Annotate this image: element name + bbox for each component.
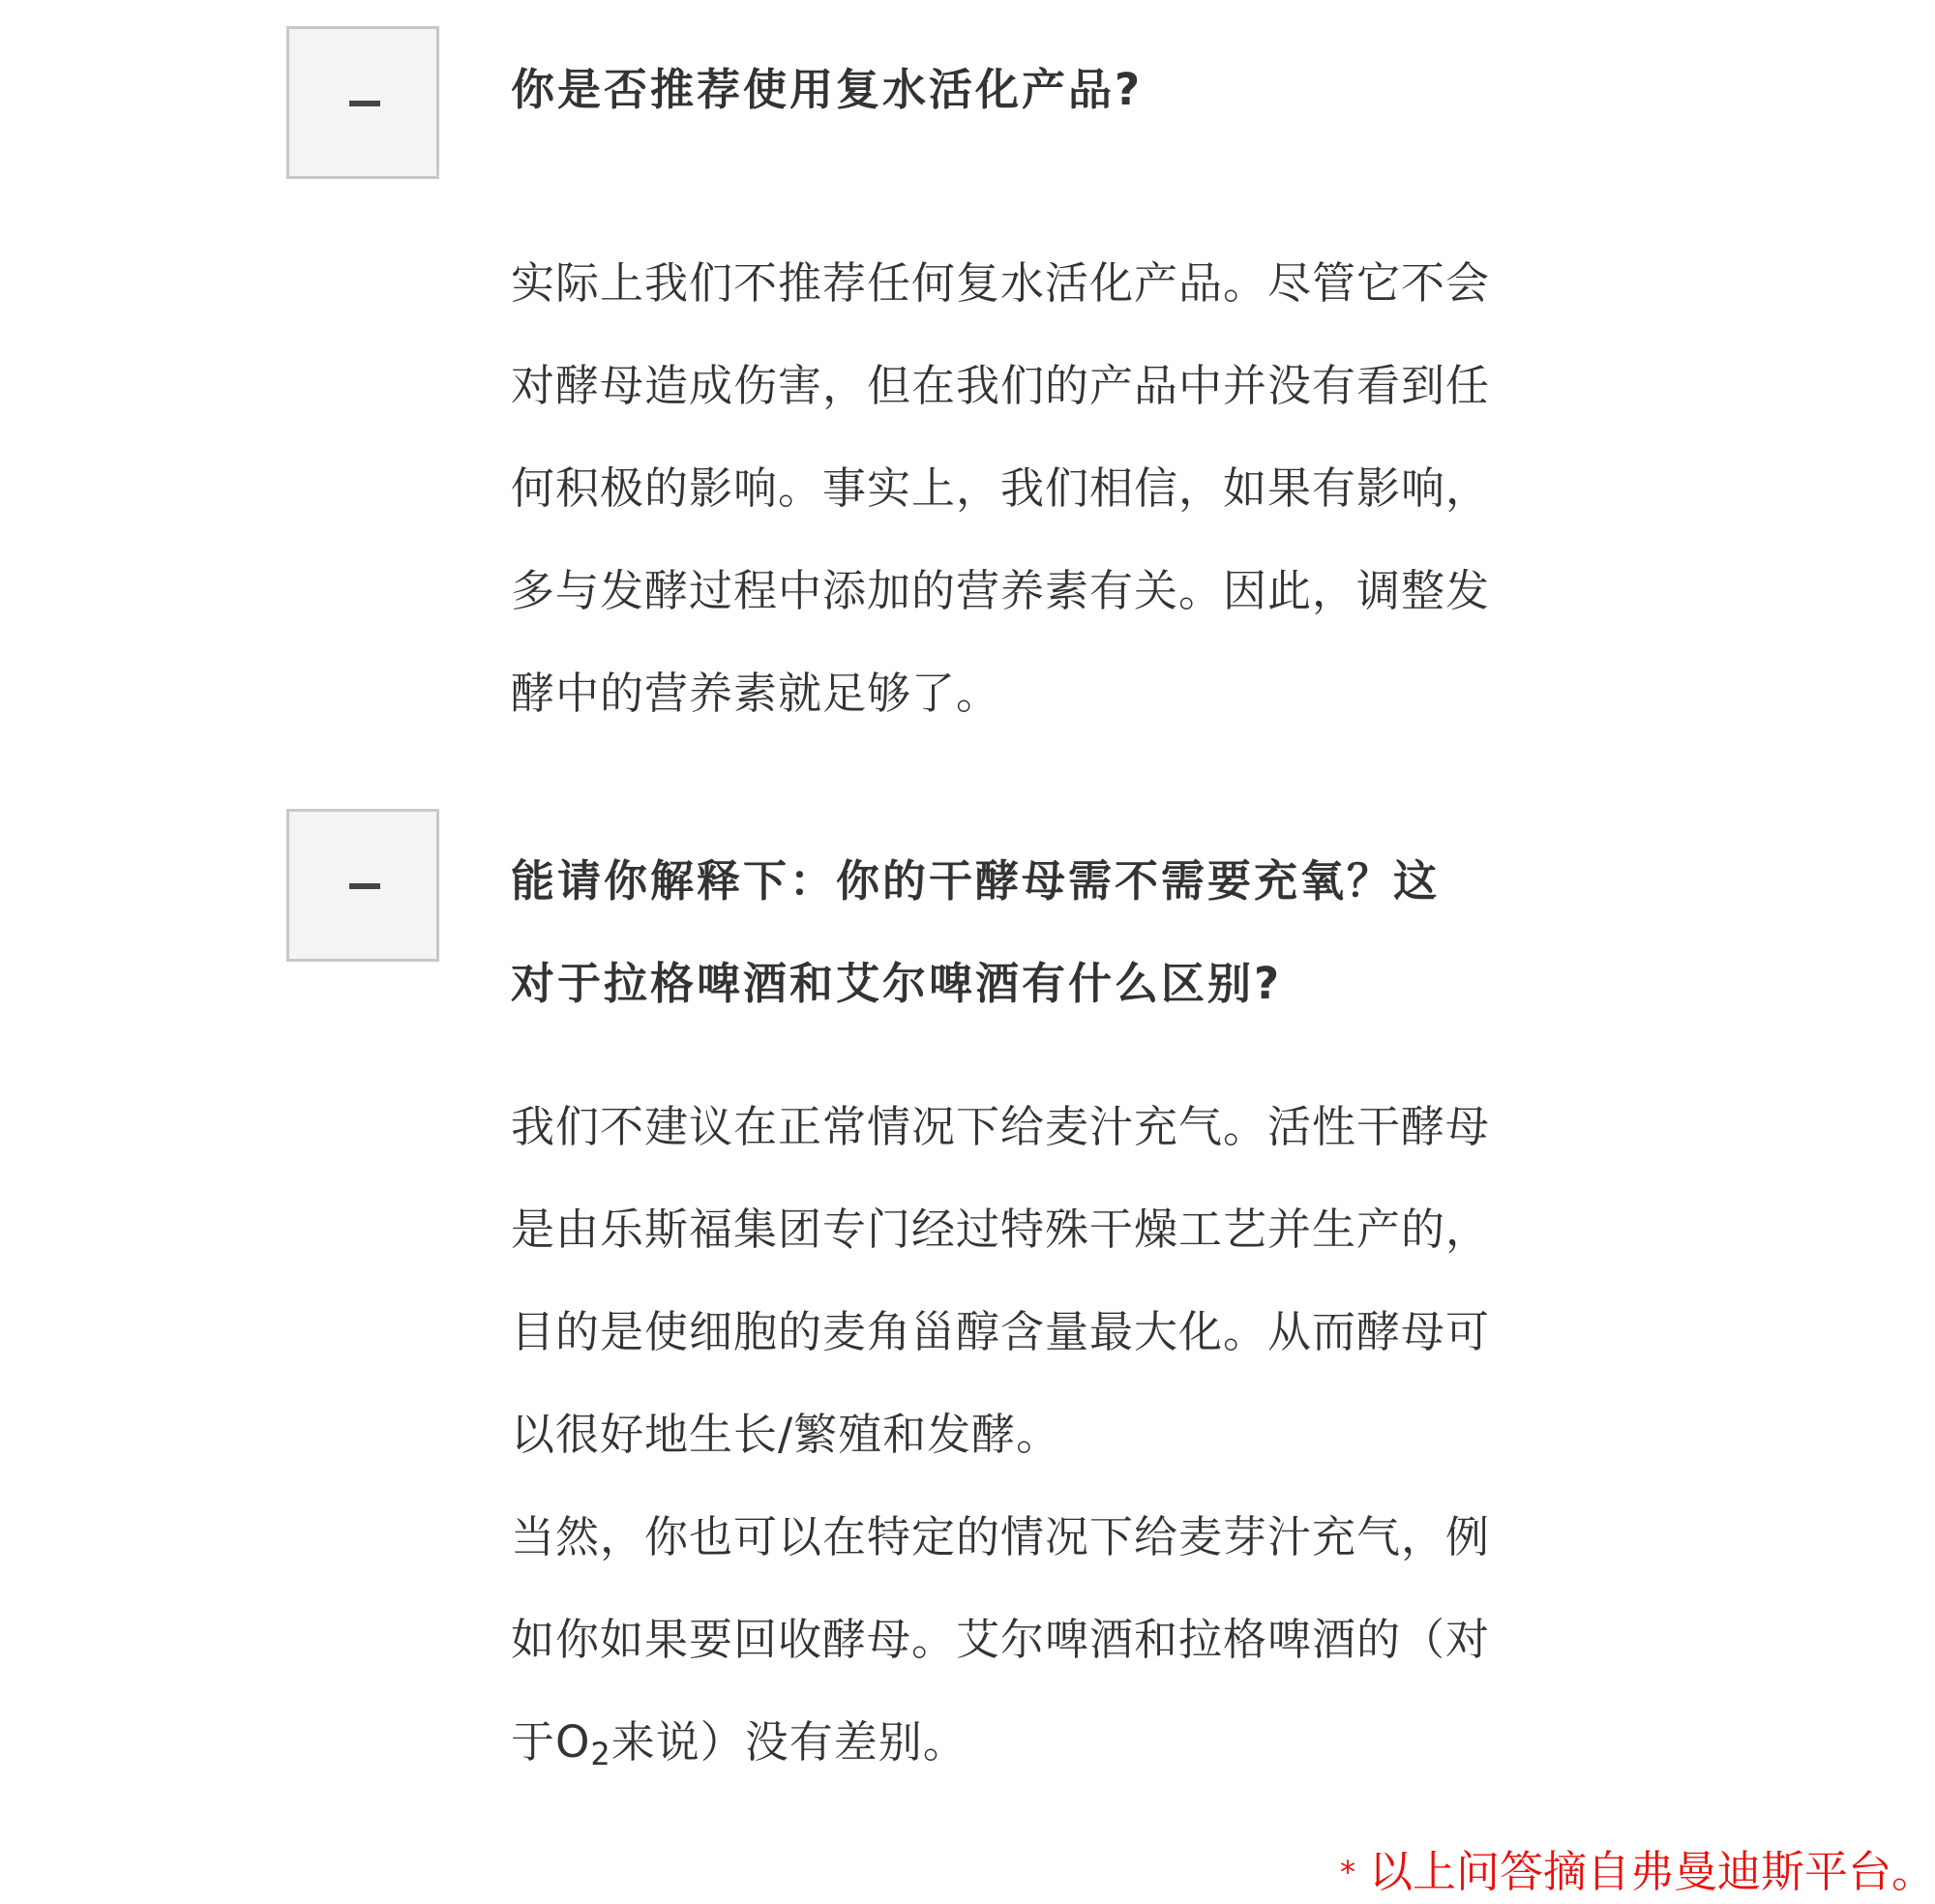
question-line: 能请你解释下：你的干酵母需不需要充氧？这 bbox=[511, 855, 1441, 907]
answer-line-with-subscript bbox=[511, 1691, 1623, 1794]
faq-question: 你是否推荐使用复水活化产品? bbox=[511, 64, 1144, 115]
asterisk-marker: * bbox=[1339, 1854, 1355, 1890]
collapse-toggle-button[interactable] bbox=[286, 809, 439, 962]
answer-line: 何积极的影响。事实上，我们相信，如果有影响， bbox=[511, 462, 1491, 514]
answer-line: 如你如果要回收酵母。艾尔啤酒和拉格啤酒的（对 bbox=[511, 1614, 1491, 1665]
faq-answer bbox=[511, 1076, 1623, 1794]
source-footnote bbox=[1340, 1843, 1935, 1901]
answer-line: 以很好地生长/繁殖和发酵。 bbox=[511, 1409, 1061, 1460]
answer-line: 酵中的营养素就足够了。 bbox=[511, 668, 1001, 719]
answer-line: 目的是使细胞的麦角甾醇含量最大化。从而酵母可 bbox=[511, 1306, 1491, 1357]
answer-line: 我们不建议在正常情况下给麦汁充气。活性干酵母 bbox=[511, 1101, 1491, 1152]
answer-line: 对酵母造成伤害，但在我们的产品中并没有看到任 bbox=[511, 360, 1491, 411]
oxygen-subscript: 2 bbox=[590, 1736, 611, 1772]
faq-answer bbox=[511, 232, 1623, 745]
minus-icon bbox=[349, 883, 380, 889]
faq-question bbox=[511, 830, 1623, 1035]
answer-line: 是由乐斯福集团专门经过特殊干燥工艺并生产的， bbox=[511, 1204, 1491, 1255]
answer-line: 多与发酵过程中添加的营养素有关。因此，调整发 bbox=[511, 565, 1491, 616]
answer-line: 实际上我们不推荐任何复水活化产品。尽管它不会 bbox=[511, 257, 1491, 309]
answer-text-after: 来说）没有差别。 bbox=[610, 1716, 968, 1768]
question-line: 对于拉格啤酒和艾尔啤酒有什么区别? bbox=[511, 958, 1283, 1009]
footnote-text: 以上问答摘自弗曼迪斯平台。 bbox=[1368, 1846, 1935, 1897]
answer-line: 当然，你也可以在特定的情况下给麦芽汁充气，例 bbox=[511, 1511, 1491, 1562]
answer-text-before: 于O bbox=[511, 1716, 591, 1768]
collapse-toggle-button[interactable] bbox=[286, 26, 439, 179]
minus-icon bbox=[349, 101, 380, 106]
